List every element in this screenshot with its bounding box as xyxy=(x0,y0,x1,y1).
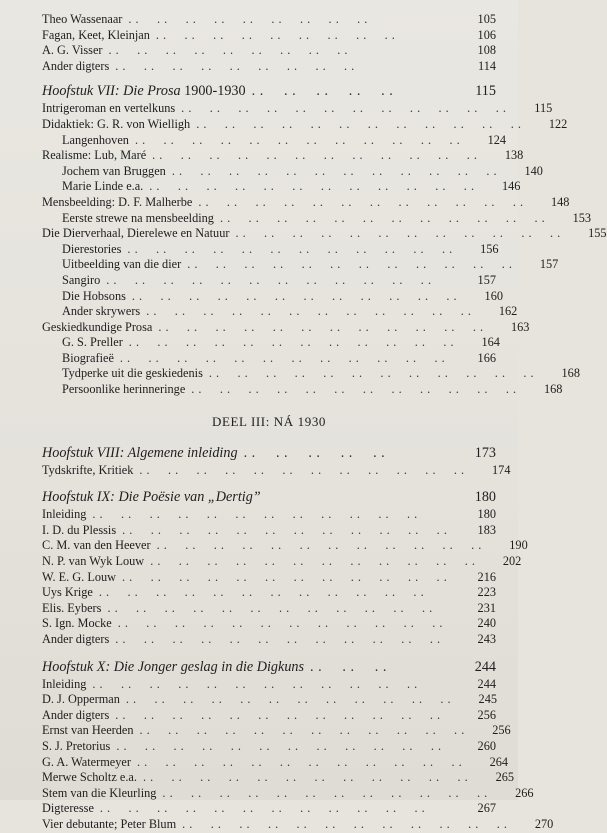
leader-dots: . . . . . . . . . . . . . . . . . . . . . . . . xyxy=(139,723,483,738)
entry-page: 166 xyxy=(477,350,496,365)
toc-entry xyxy=(42,692,496,708)
entry-page: 265 xyxy=(495,770,515,785)
leader-dots: . . . . . . . . . . . . . . . . . . . . . . . . xyxy=(122,569,466,584)
entry-page: 106 xyxy=(477,27,496,42)
entry-page: 157 xyxy=(477,272,496,287)
chapter-title: Hoofstuk VIII: Algemene inleiding xyxy=(42,444,238,461)
entry-page: 148 xyxy=(550,194,570,209)
toc-entry xyxy=(42,616,496,632)
leader-dots: . . . . . . . . . . . . . . . . . . xyxy=(115,58,355,73)
entry-page: 180 xyxy=(477,507,496,522)
leader-dots: . . . . . . . . . . xyxy=(243,444,386,461)
toc-entry xyxy=(42,739,496,755)
entry-page: 243 xyxy=(477,632,496,646)
entry-title: Sangiro xyxy=(62,272,101,287)
leader-dots: . . . . . . . . . . . . . . . . . . . . . . . . xyxy=(171,163,515,178)
leader-dots: . . . . . . . . . . . . . . . . . . . . . . . . xyxy=(149,179,493,194)
leader-dots: . . . . . . . . . . . . . . . . . . . . . . . . xyxy=(115,632,459,646)
entry-title: G. S. Preller xyxy=(62,335,123,350)
leader-dots: . . . . . . . . . . . . . . . . . . . . . . . . xyxy=(191,382,535,397)
entry-title: Fagan, Keet, Kleinjan xyxy=(42,27,150,42)
leader-dots: . . . . . . . . . . . . . . . . . . . . . . . . xyxy=(219,210,564,225)
entry-page: 156 xyxy=(480,241,499,256)
leader-dots: . . . . . . . . . . . . . . . . . . xyxy=(155,27,396,42)
toc-entry xyxy=(42,273,496,289)
toc-entry xyxy=(42,335,500,351)
entry-title: N. P. van Wyk Louw xyxy=(42,554,145,569)
toc-entry xyxy=(42,816,554,833)
entry-title: S. J. Pretorius xyxy=(42,738,111,753)
toc-entry xyxy=(42,785,534,802)
leader-dots: . . . . . . . . . . . . . . . . . . . . . . . . xyxy=(131,288,475,303)
entry-title: Die Hobsons xyxy=(62,288,126,303)
leader-dots: . . . . . . . . . . . . . . . . . . . . . . . . xyxy=(107,600,451,615)
toc-entry xyxy=(42,101,553,117)
entry-title: Merwe Scholtz e.a. xyxy=(42,770,137,785)
toc-entry xyxy=(42,632,496,648)
entry-title: Ernst van Heerden xyxy=(42,723,134,738)
toc-entry xyxy=(42,148,524,164)
entry-page: 256 xyxy=(477,707,496,722)
entry-page: 108 xyxy=(477,43,496,58)
chapter-title xyxy=(42,82,246,101)
entry-page: 168 xyxy=(543,382,563,397)
entry-title: Die Dierverhaal, Dierelewe en Natuur xyxy=(42,226,230,241)
toc-entry xyxy=(42,179,521,195)
entry-title: Tydskrifte, Kritiek xyxy=(42,462,134,477)
entry-page: 124 xyxy=(487,132,507,147)
leader-dots: . . . . . . . . . . . . . . . . . . . . . . . . xyxy=(122,522,466,537)
entry-title: Mensbeelding: D. F. Malherbe xyxy=(42,194,193,209)
toc-entry xyxy=(42,28,496,44)
entry-title: Biografieë xyxy=(62,350,114,365)
entry-page: 245 xyxy=(478,692,497,707)
leader-dots: . . . . . . . . . . . . . . . . . . . . . . . . xyxy=(139,462,483,477)
toc-entry xyxy=(42,462,511,479)
entry-page: 164 xyxy=(481,335,500,350)
toc-entry xyxy=(42,601,496,617)
entry-title: Dierestories xyxy=(62,241,122,256)
entry-title: Digteresse xyxy=(42,801,94,816)
toc-entry xyxy=(42,523,496,539)
leader-dots: . . . . . . . . . . . . . . . . . . . . . . . . xyxy=(150,554,494,569)
entry-page: 105 xyxy=(477,12,496,26)
entry-page: 162 xyxy=(498,304,518,319)
entry-page: 216 xyxy=(477,569,496,584)
entry-page: 264 xyxy=(489,754,509,769)
entry-page: 153 xyxy=(572,210,592,225)
chapter-title-italic: Hoofstuk VII: Die Prosa xyxy=(42,83,181,100)
leader-dots: . . . . . . . . . . . . . . . . . . . . . . . . xyxy=(196,116,540,131)
leader-dots: . . . . . . . . . . . . . . . . . . . . . . . . xyxy=(142,770,487,785)
entry-page: 240 xyxy=(477,616,496,631)
entry-page: 157 xyxy=(539,257,559,272)
entry-title: Ander digters xyxy=(42,632,110,646)
entry-title: Intrigeroman en vertelkuns xyxy=(42,101,176,116)
chapter-heading xyxy=(42,82,496,101)
entry-title: Geskiedkundige Prosa xyxy=(42,319,153,334)
leader-dots: . . . . . . . . . . . . . . . . . . . . . . . . xyxy=(119,350,464,365)
toc-entry xyxy=(42,538,528,554)
entry-title: Langenhoven xyxy=(62,132,129,147)
leader-dots: . . . . . . . . . . . . . . . . . . . . . . . . xyxy=(92,507,436,522)
leader-dots: . . . . . . . . . . . . . . . . . . . . . . . . xyxy=(182,816,526,831)
entry-title: Uitbeelding van die dier xyxy=(62,257,182,272)
entry-page: 266 xyxy=(515,785,534,800)
toc-entry xyxy=(42,132,507,149)
entry-page: 114 xyxy=(478,58,496,73)
entry-page: 256 xyxy=(492,723,511,738)
leader-dots: . . . . . . . . . . . . . . . . . . . . . . . . xyxy=(162,785,506,800)
chapter-title-years: 1900-1930 xyxy=(180,83,246,100)
toc-entry xyxy=(42,304,518,320)
entry-title: Persoonlike herinneringe xyxy=(62,382,186,397)
chapter-heading xyxy=(42,658,496,677)
leader-dots: . . . . . . . . . . . . . . . . . . . . . . . . xyxy=(146,304,490,319)
leader-dots: . . . . . . . . . . . . . . . . . . . . . . . . xyxy=(92,676,436,691)
entry-page: 260 xyxy=(477,738,496,753)
entry-page: 155 xyxy=(588,226,607,241)
toc-entry xyxy=(42,708,496,724)
toc-entry xyxy=(42,257,559,273)
toc-entry xyxy=(42,116,568,133)
toc-entry xyxy=(42,163,543,180)
toc-entry xyxy=(42,241,499,258)
entry-title: Marie Linde e.a. xyxy=(62,179,144,194)
entry-title: Ander skrywers xyxy=(62,304,141,319)
entry-title: Inleiding xyxy=(42,676,87,691)
chapter-page: 173 xyxy=(474,444,496,461)
entry-title: Didaktiek: G. R. von Wielligh xyxy=(42,116,191,131)
leader-dots: . . . . . . . . . . . . . . . . . . . . . . . . xyxy=(99,801,444,816)
chapter-page: 180 xyxy=(474,489,496,506)
entry-page: 270 xyxy=(534,816,554,831)
chapter-title: Hoofstuk X: Die Jonger geslag in die Digkuns xyxy=(42,658,305,675)
leader-dots: . . . . . . . . . . . . . . . . . . . . . . . . xyxy=(117,616,461,631)
leader-dots: . . . . . . . . . . . . . . . . . . . . . . . . xyxy=(158,319,502,334)
toc-entry xyxy=(42,754,509,771)
leader-dots: . . . . . . . . . . . . . . . . . . . . . . . . xyxy=(198,194,542,209)
toc-entry xyxy=(42,210,592,227)
entry-title: Jochem van Bruggen xyxy=(62,163,166,178)
entry-page: 146 xyxy=(501,179,521,194)
entry-page: 174 xyxy=(492,462,511,477)
entry-page: 168 xyxy=(561,366,580,381)
entry-title: Vier debutante; Peter Blum xyxy=(42,816,177,831)
toc-entry xyxy=(42,288,503,305)
entry-title: I. D. du Plessis xyxy=(42,522,117,537)
chapter-page: 115 xyxy=(475,83,496,100)
entry-page: 115 xyxy=(534,101,553,116)
entry-title: A. G. Visser xyxy=(42,43,103,58)
entry-page: 244 xyxy=(477,676,496,691)
toc-entry xyxy=(42,59,496,75)
entry-page: 138 xyxy=(504,148,524,163)
entry-page: 183 xyxy=(477,522,496,537)
leader-dots: . . . . . . xyxy=(310,658,387,675)
toc-entry xyxy=(42,677,496,693)
leader-dots: . . . . . . . . . . . . . . . . . . . . . . . . xyxy=(128,335,472,350)
leader-dots: . . . . . . . . . . . . . . . . . . . . . . . . xyxy=(125,692,469,707)
leader-dots: . . . . . . . . . . . . . . . . . . . . . . . . xyxy=(134,132,479,147)
entry-title: Stem van die Kleurling xyxy=(42,785,157,800)
leader-dots: . . . . . . . . . . . . . . . . . . . . . . . . xyxy=(235,226,579,241)
entry-title: D. J. Opperman xyxy=(42,692,120,707)
part-heading: DEEL III: NÁ 1930 xyxy=(211,413,327,429)
leader-dots: . . . . . . . . . . . . . . . . . . . . . . . . xyxy=(106,272,450,287)
toc-entry xyxy=(42,554,522,570)
entry-title: Uys Krige xyxy=(42,585,93,600)
toc-entry xyxy=(42,801,496,817)
chapter-title: Hoofstuk IX: Die Poësie van „Dertig” xyxy=(42,489,261,506)
entry-title: Inleiding xyxy=(42,507,87,522)
toc-entry xyxy=(42,382,563,398)
entry-title: W. E. G. Louw xyxy=(42,569,117,584)
entry-page: 267 xyxy=(477,801,496,816)
entry-page: 163 xyxy=(510,319,530,334)
toc-entry xyxy=(42,570,496,586)
leader-dots: . . . . . . . . . . . . . . . . . . . . . . . . xyxy=(181,101,525,116)
leader-dots xyxy=(261,488,468,507)
leader-dots: . . . . . . . . . . . . . . . . . . . . . . . . xyxy=(208,366,552,381)
toc-entry xyxy=(42,12,496,28)
toc-entry xyxy=(42,585,496,601)
leader-dots: . . . . . . . . . . . . . . . . . . . . . . . . xyxy=(136,754,481,769)
leader-dots: . . . . . . . . . . . . . . . . . . . . . . . . xyxy=(127,241,471,256)
entry-title: Elis. Eybers xyxy=(42,600,102,615)
entry-title: G. A. Watermeyer xyxy=(42,754,131,769)
entry-title: Eerste strewe na mensbeelding xyxy=(62,210,214,225)
entry-page: 231 xyxy=(477,600,496,615)
entry-title: Ander digters xyxy=(42,707,110,722)
leader-dots: . . . . . . . . . . . . . . . . . . xyxy=(128,12,368,26)
entry-page: 190 xyxy=(509,538,528,553)
leader-dots: . . . . . . . . . . . . . . . . . . . . . . . . xyxy=(152,148,496,163)
leader-dots: . . . . . . . . . . . . . . . . . . . . . . . . xyxy=(187,257,531,272)
entry-page: 160 xyxy=(484,288,503,303)
entry-title: Ander digters xyxy=(42,58,110,73)
toc-entry xyxy=(42,507,496,523)
entry-title: Tydperke uit die geskiedenis xyxy=(62,366,203,381)
leader-dots: . . . . . . . . . . . . . . . . . . xyxy=(108,43,349,58)
toc-entry xyxy=(42,43,496,59)
entry-title: S. Ign. Mocke xyxy=(42,616,112,631)
chapter-heading xyxy=(42,488,496,507)
toc-entry xyxy=(42,770,515,786)
leader-dots: . . . . . . . . . . . . . . . . . . . . . . . . xyxy=(116,738,460,753)
toc-entry xyxy=(42,366,580,382)
leader-dots: . . . . . . . . . . . . . . . . . . . . . . . . xyxy=(98,585,443,600)
entry-title: Theo Wassenaar xyxy=(42,12,123,26)
entry-page: 223 xyxy=(477,585,496,600)
entry-title: Realisme: Lub, Maré xyxy=(42,148,147,163)
entry-page: 140 xyxy=(524,163,543,178)
toc-entry xyxy=(42,351,496,367)
toc-entry xyxy=(42,723,511,739)
entry-title: C. M. van den Heever xyxy=(42,538,151,553)
leader-dots: . . . . . . . . . . . . . . . . . . . . . . . . xyxy=(115,707,459,722)
chapter-heading xyxy=(42,444,496,463)
toc-entry xyxy=(42,226,607,242)
leader-dots: . . . . . . . . . . xyxy=(251,83,394,100)
entry-page: 202 xyxy=(502,554,522,569)
chapter-page: 244 xyxy=(474,658,496,675)
toc-entry xyxy=(42,319,530,336)
leader-dots: . . . . . . . . . . . . . . . . . . . . . . . . xyxy=(156,538,500,553)
entry-page: 122 xyxy=(548,116,568,131)
toc-entry xyxy=(42,194,570,211)
